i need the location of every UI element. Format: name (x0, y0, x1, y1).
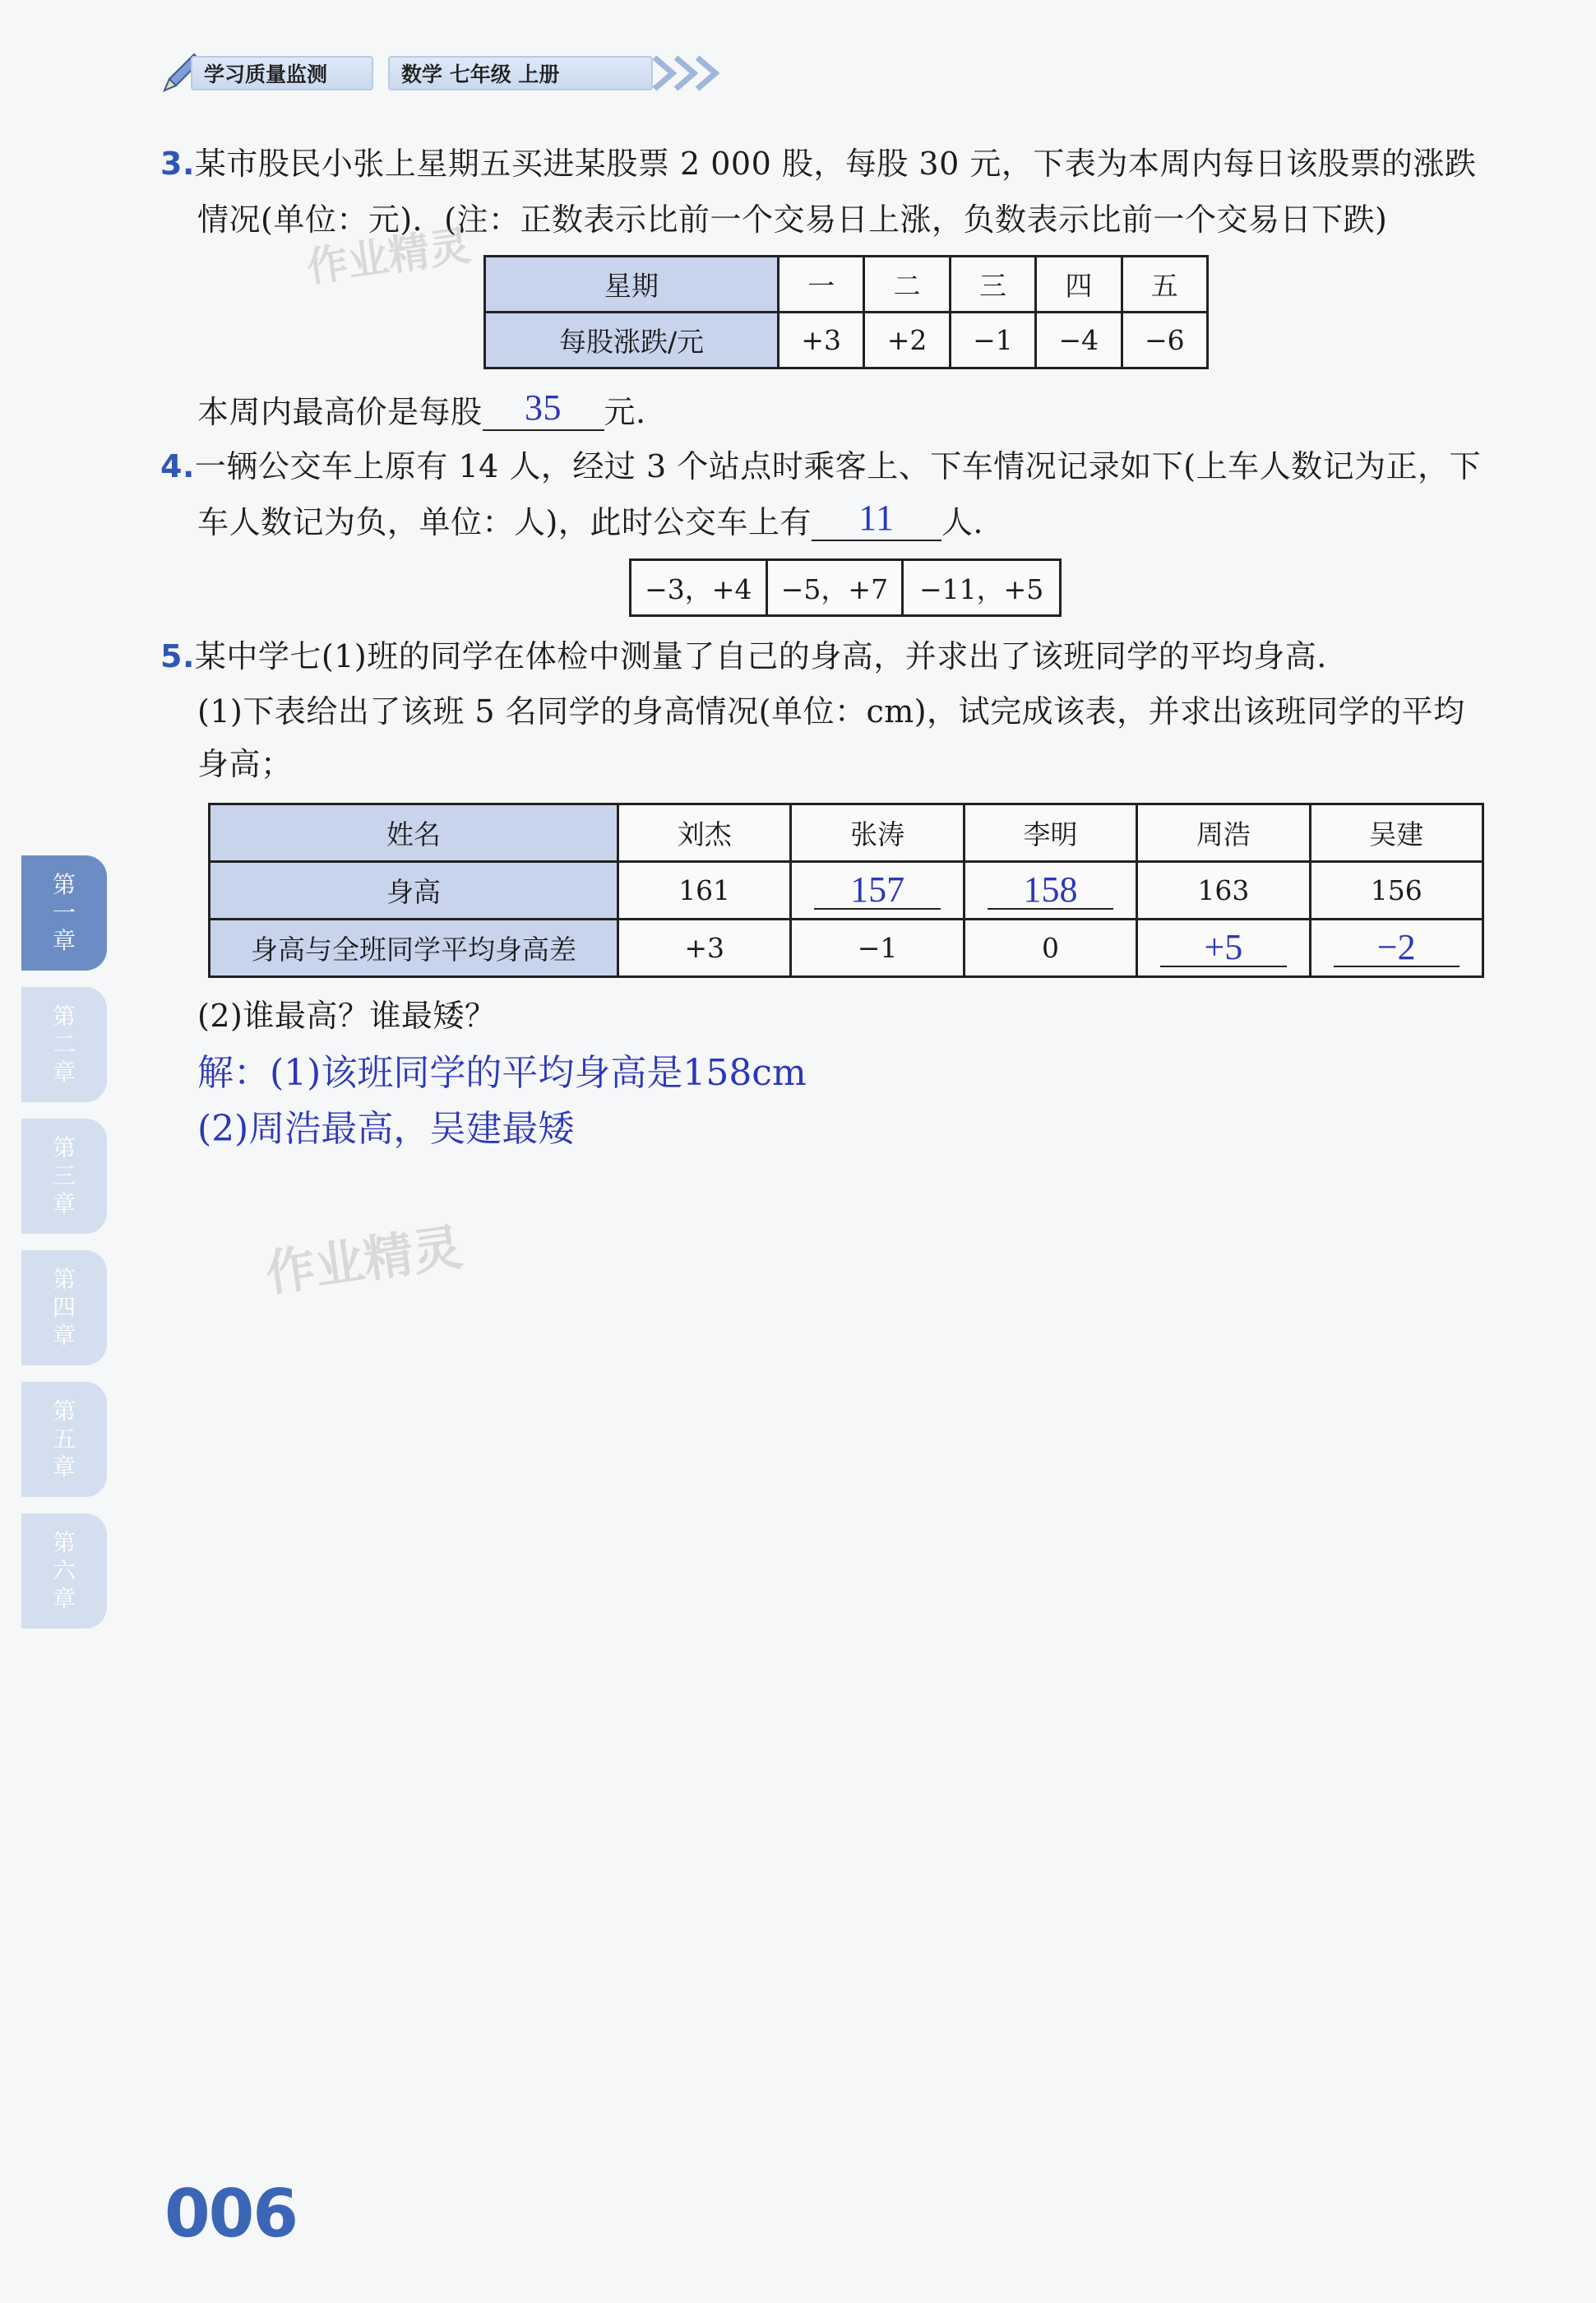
q3-answer-prefix: 本周内最高价是每股 (197, 394, 483, 430)
q3-day-cell: 五 (1122, 257, 1207, 313)
chapter-tab-text: 章 (52, 927, 76, 954)
chapter-tab-1[interactable] (21, 855, 107, 971)
chapter-tab-text: 第 (52, 1003, 76, 1030)
q4-text-2: 车人数记为负，单位：人)，此时公交车上有 (197, 504, 812, 540)
watermark: 作业精灵 (303, 221, 474, 292)
chevron-right-icon (651, 54, 725, 92)
q3-change-cell: −4 (1036, 313, 1122, 368)
q5-height-cell: 156 (1310, 862, 1483, 920)
q5-height-answer: 158 (988, 872, 1113, 910)
q3-number: 3. (160, 146, 195, 182)
q5-text-1: 某中学七(1)班的同学在体检中测量了自己的身高，并求出了该班同学的平均身高. (194, 638, 1327, 674)
q5-sub1-line2: 身高； (197, 746, 293, 782)
chapter-tab-text: 章 (52, 1585, 76, 1612)
chapter-tab-text: 五 (52, 1425, 76, 1453)
q5-answer-line1: 解：(1)该班同学的平均身高是158cm (197, 1052, 807, 1094)
chapter-tab-text: 第 (52, 1529, 76, 1556)
q3-day-cell: 二 (864, 257, 950, 313)
q5-height-cell: 163 (1137, 862, 1310, 920)
q3-day-cell: 四 (1036, 257, 1122, 313)
chapter-tab-text: 章 (52, 1322, 76, 1349)
header-series-label: 学习质量监测 (191, 56, 373, 90)
q4-answer-blank (812, 498, 941, 541)
q4-answer-value: 11 (858, 498, 895, 538)
q5-name-cell: 李明 (964, 804, 1136, 862)
q5-name-cell: 刘杰 (618, 804, 791, 862)
q3-change-header: 每股涨跌/元 (485, 313, 779, 368)
chapter-tab-text: 第 (52, 1134, 76, 1161)
q5-diff-cell: 0 (964, 920, 1136, 977)
q3-answer-blank (483, 387, 604, 431)
q3-change-cell: +3 (779, 313, 864, 368)
q5-name-cell: 张涛 (791, 804, 964, 862)
q5-sub2: (2)谁最高？谁最矮？ (197, 998, 497, 1034)
q4-number: 4. (160, 448, 195, 484)
q3-answer-suffix: 元. (604, 394, 646, 430)
q4-record-cell: −11，+5 (903, 560, 1061, 616)
q5-diff-header: 身高与全班同学平均身高差 (210, 920, 618, 977)
q3-day-cell: 三 (950, 257, 1035, 313)
q5-number: 5. (160, 638, 195, 674)
page-number: 006 (164, 2176, 297, 2252)
q5-name-header: 姓名 (210, 804, 618, 862)
q5-height-cell: 161 (618, 862, 791, 920)
q5-sub1-line1: (1)下表给出了该班 5 名同学的身高情况(单位：cm)，试完成该表，并求出该班同学的平均 (197, 693, 1465, 730)
q3-answer-line (197, 387, 646, 431)
page-header (158, 48, 733, 99)
q5-name-cell: 吴建 (1310, 804, 1483, 862)
q3-change-cell: +2 (864, 313, 950, 368)
q5-height-header: 身高 (210, 862, 618, 920)
q5-line1 (160, 637, 1327, 675)
q4-record-cell: −3，+4 (631, 560, 767, 616)
q5-diff-cell: +3 (618, 920, 791, 977)
chapter-tab-text: 章 (52, 1059, 76, 1086)
chapter-tab-text: 第 (52, 871, 76, 898)
q5-answer-line2: (2)周浩最高，吴建最矮 (197, 1108, 575, 1150)
header-book-label: 数学 七年级 上册 (388, 56, 653, 90)
q3-day-header: 星期 (485, 257, 779, 313)
chapter-tab-text: 四 (52, 1294, 76, 1321)
q3-change-cell: −1 (950, 313, 1035, 368)
q5-diff-cell (1310, 920, 1483, 977)
chapter-tab-3[interactable] (21, 1119, 107, 1234)
q5-diff-cell: −1 (791, 920, 964, 977)
q4-records-table (629, 558, 1062, 617)
chapter-tab-text: 第 (52, 1266, 76, 1293)
q5-diff-cell (1137, 920, 1310, 977)
chapter-tab-5[interactable] (21, 1382, 107, 1497)
q5-height-answer: 157 (814, 872, 940, 910)
q4-text-suffix: 人. (941, 504, 983, 540)
q5-height-cell (791, 862, 964, 920)
q4-line2 (197, 498, 983, 541)
q4-text-1: 一辆公交车上原有 14 人，经过 3 个站点时乘客上、下车情况记录如下(上车人数记为正，下 (194, 448, 1482, 484)
chapter-tab-text: 二 (52, 1031, 76, 1058)
q3-line2: 情况(单位：元)．(注：正数表示比前一个交易日上涨，负数表示比前一个交易日下跌) (197, 202, 1388, 238)
q3-stock-table (483, 255, 1209, 369)
chapter-tab-text: 章 (52, 1453, 76, 1480)
chapter-tab-text: 章 (52, 1190, 76, 1217)
q5-height-table (208, 803, 1484, 978)
q5-diff-answer: −2 (1334, 929, 1460, 967)
watermark: 作业精灵 (261, 1218, 466, 1304)
q3-text-1: 某市股民小张上星期五买进某股票 2 000 股，每股 30 元，下表为本周内每日该股票的涨跌 (194, 146, 1477, 182)
q3-line1 (160, 145, 1476, 183)
q4-line1 (160, 447, 1481, 485)
chapter-tab-text: 第 (52, 1397, 76, 1425)
chapter-tab-text: 三 (52, 1162, 76, 1189)
q3-change-cell: −6 (1122, 313, 1207, 368)
chapter-tab-2[interactable] (21, 987, 107, 1102)
chapter-tab-text: 一 (52, 899, 76, 926)
q3-answer-value: 35 (525, 387, 562, 428)
q5-diff-answer: +5 (1160, 929, 1286, 967)
chapter-tab-text: 六 (52, 1557, 76, 1584)
chapter-tab-4[interactable] (21, 1250, 107, 1365)
q5-height-cell (964, 862, 1136, 920)
q5-name-cell: 周浩 (1137, 804, 1310, 862)
q4-record-cell: −5，+7 (766, 560, 903, 616)
chapter-tab-6[interactable] (21, 1513, 107, 1629)
q3-day-cell: 一 (779, 257, 864, 313)
